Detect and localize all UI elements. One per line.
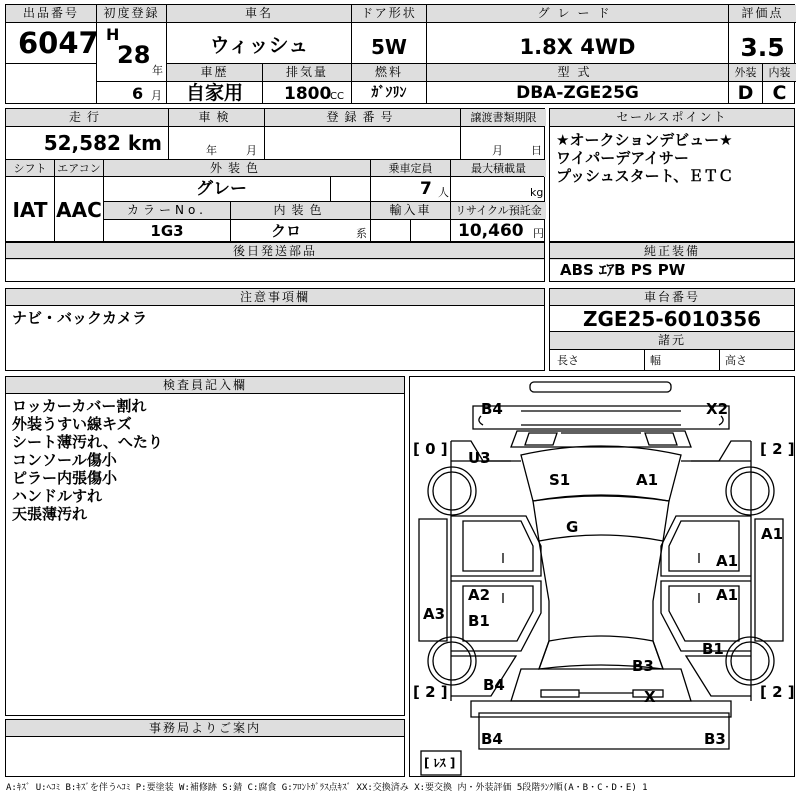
- spec-height-label: 高さ: [725, 354, 747, 367]
- inspector-comment: シート薄汚れ、へたり: [12, 433, 163, 451]
- first-reg-month-unit: 月: [151, 89, 162, 102]
- recycle-unit: 円: [533, 227, 544, 240]
- mileage-label: 走行: [6, 109, 168, 126]
- score-value: 3.5: [740, 33, 785, 62]
- car-name-label: 車名: [167, 5, 351, 22]
- specs-label: 諸元: [550, 332, 794, 349]
- interior-score: C: [772, 82, 787, 104]
- damage-a1-right: A1: [761, 525, 784, 543]
- int-color-value: クロ: [270, 222, 301, 240]
- inspector-comment: 天張薄汚れ: [12, 505, 88, 523]
- doors-label: ドア形状: [352, 5, 426, 22]
- later-parts-label: 後日発送部品: [6, 243, 544, 260]
- exterior-score: D: [737, 82, 754, 104]
- color-no-label: カラーNo.: [104, 202, 230, 219]
- damage-a1-roof: A1: [636, 471, 659, 489]
- fuel-label: 燃料: [352, 64, 426, 81]
- damage-b1-right: B1: [702, 640, 724, 658]
- damage-b3-rear: B3: [632, 657, 654, 675]
- doors-value: 5W: [371, 35, 407, 59]
- later-parts-block: [5, 242, 545, 282]
- ext-color-label: 外装色: [104, 160, 370, 177]
- first-reg-era: H: [106, 25, 120, 44]
- sales-point-line: ★オークションデビュー★: [556, 131, 733, 149]
- sales-points-list: [556, 131, 733, 185]
- bracket-top-left: [ 0 ]: [413, 440, 448, 458]
- ext-color-value: グレー: [196, 179, 247, 199]
- damage-diagram: [409, 376, 795, 777]
- spec-length-label: 長さ: [557, 354, 579, 367]
- capacity-label: 乗車定員: [371, 160, 450, 177]
- sales-point-line: プッシュスタート、ＥＴＣ: [556, 167, 734, 185]
- damage-x2: X2: [706, 400, 729, 418]
- score-label: 評価点: [729, 5, 796, 22]
- inspection-month-unit: 月: [246, 144, 257, 157]
- inspection-year-unit: 年: [206, 144, 217, 157]
- lot-number: 6047: [18, 26, 99, 60]
- mileage-value: 52,582 km: [43, 131, 162, 155]
- notes-value: ナビ・バックカメラ: [12, 309, 148, 327]
- damage-a3: A3: [423, 605, 446, 623]
- notes-label: 注意事項欄: [6, 289, 544, 306]
- aircon-label: エアコン: [55, 160, 103, 177]
- fuel-value: ｶﾞｿﾘﾝ: [371, 85, 407, 101]
- top-header-block: [5, 4, 795, 104]
- damage-b4-left: B4: [483, 676, 505, 694]
- sales-points-block: [549, 108, 795, 242]
- damage-b3-bottom: B3: [704, 730, 726, 748]
- transfer-day-unit: 日: [531, 144, 542, 157]
- office-block: [5, 719, 405, 777]
- sales-point-line: ワイパーデアイサー: [556, 149, 689, 167]
- lot-label: 出品番号: [6, 5, 96, 22]
- inspector-comment: コンソール傷小: [12, 451, 117, 469]
- capacity-unit: 人: [438, 186, 449, 199]
- color-no-value: 1G3: [150, 222, 184, 240]
- chassis-label: 車台番号: [550, 289, 794, 306]
- transfer-label: 譲渡書類期限: [461, 109, 546, 126]
- exterior-label: 外装: [729, 64, 762, 81]
- first-reg-year: 28: [117, 41, 151, 69]
- shift-label: シフト: [6, 160, 54, 177]
- chassis-block: [549, 288, 795, 371]
- bracket-top-right: [ 2 ]: [760, 440, 795, 458]
- transfer-month-unit: 月: [492, 144, 503, 157]
- recycle-value: 10,460: [458, 221, 524, 241]
- bracket-bottom-left: [ 2 ]: [413, 683, 448, 701]
- history-value: 自家用: [185, 82, 243, 104]
- sales-points-label: セールスポイント: [550, 109, 794, 126]
- inspector-label: 検査員記入欄: [6, 377, 404, 394]
- notes-block: [5, 288, 545, 371]
- model-label: 型式: [427, 64, 728, 81]
- equipment-block: [549, 242, 795, 282]
- first-reg-year-unit: 年: [152, 64, 163, 77]
- vehicle-details-block: [5, 108, 545, 242]
- office-label: 事務局よりご案内: [6, 720, 404, 737]
- chassis-value: ZGE25-6010356: [582, 307, 762, 331]
- grade-value: 1.8X 4WD: [519, 35, 636, 59]
- damage-b4-top: B4: [481, 400, 503, 418]
- spec-width-label: 幅: [650, 354, 661, 367]
- equipment-value: ABS ｴｱB PS PW: [560, 261, 686, 279]
- damage-s1: S1: [549, 471, 571, 489]
- aircon-value: AAC: [56, 198, 102, 222]
- first-reg-month: 6: [132, 84, 144, 103]
- history-label: 車歴: [167, 64, 262, 81]
- bracket-bottom-right: [ 2 ]: [760, 683, 795, 701]
- damage-a1-door1: A1: [716, 552, 739, 570]
- inspector-comment: ロッカーカバー割れ: [12, 397, 147, 415]
- inspector-comment: ピラー内張傷小: [12, 469, 118, 487]
- spare-tire-label: [ ﾚｽ ]: [424, 756, 456, 770]
- shift-value: IAT: [12, 198, 48, 222]
- first-reg-label: 初度登録: [97, 5, 166, 22]
- damage-b1-left: B1: [468, 612, 490, 630]
- inspector-comment: 外装うすい線キズ: [12, 415, 132, 433]
- int-color-label: 内装色: [231, 202, 370, 219]
- interior-label: 内装: [763, 64, 796, 81]
- car-outline-diagram: [410, 377, 794, 776]
- damage-x-rear: X: [644, 688, 656, 706]
- int-color-unit: 系: [356, 227, 367, 240]
- inspector-comments-list: [12, 397, 163, 523]
- model-value: DBA-ZGE25G: [516, 83, 639, 103]
- grade-label: グレード: [427, 5, 728, 22]
- recycle-label: リサイクル預託金: [451, 202, 546, 219]
- inspector-block: [5, 376, 405, 716]
- registration-label: 登録番号: [265, 109, 460, 126]
- damage-b4-bottom: B4: [481, 730, 503, 748]
- max-load-label: 最大積載量: [451, 160, 546, 177]
- inspector-comment: ハンドルすれ: [12, 487, 103, 505]
- import-label: 輸入車: [371, 202, 450, 219]
- damage-a2: A2: [468, 586, 491, 604]
- displacement-unit: CC: [330, 91, 344, 102]
- damage-u3: U3: [468, 449, 491, 467]
- inspection-label: 車検: [169, 109, 264, 126]
- max-load-unit: kg: [530, 186, 544, 199]
- displacement-label: 排気量: [263, 64, 351, 81]
- equipment-label: 純正装備: [550, 243, 794, 260]
- legend-text: A:ｷｽﾞ U:ﾍｺﾐ B:ｷｽﾞを伴うﾍｺﾐ P:要塗装 W:補修跡 S:錆 C:腐食 G:ﾌﾛﾝﾄｶﾞﾗｽ点ｷｽﾞ XX:交換済み X:要交換 内・外装評価 5段階ﾗﾝｸ順(A・B・C・D・E) 1: [6, 783, 648, 793]
- displacement-value: 1800: [284, 84, 332, 104]
- damage-g: G: [566, 518, 579, 536]
- capacity-value: 7: [420, 179, 432, 199]
- damage-a1-door2: A1: [716, 586, 739, 604]
- car-name: ウィッシュ: [209, 33, 309, 57]
